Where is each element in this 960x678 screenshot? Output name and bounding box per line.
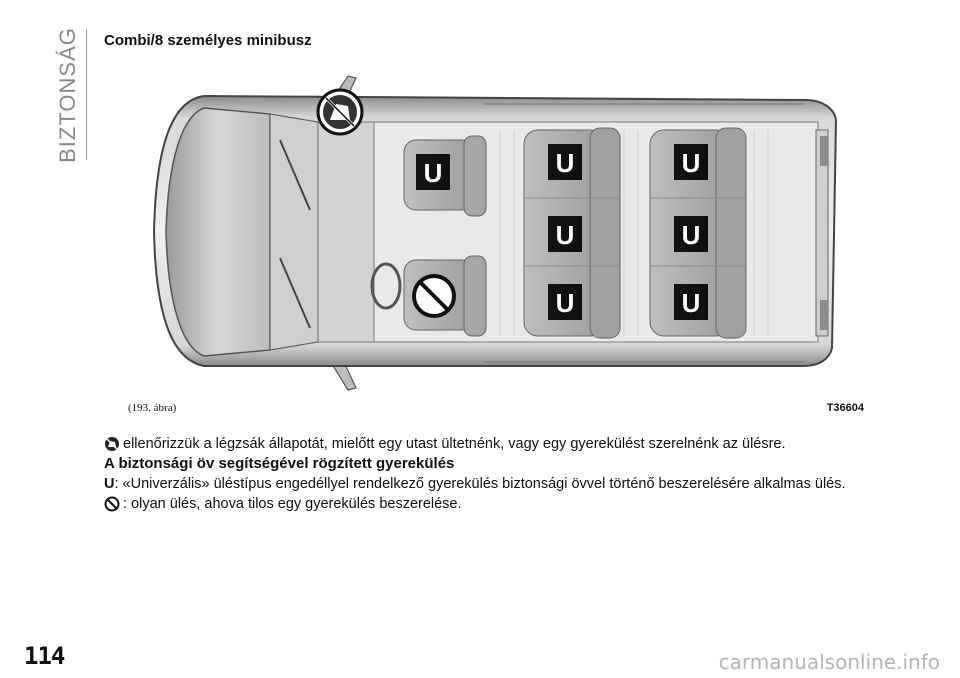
body-text (104, 434, 864, 514)
airbag-warning-icon (318, 90, 362, 134)
section-side-label (55, 27, 81, 163)
airbag-note-text: ellenőrizzük a légzsák állapotát, mielőtt egy utast ültetnénk, vagy egy gyerekülést szerelnénk az ülésre. (123, 436, 786, 452)
airbag-warning-icon (104, 436, 120, 452)
airbag-note-line (104, 434, 864, 454)
watermark-text: carmanualsonline.info (718, 650, 940, 674)
prohibited-icon (414, 276, 454, 316)
u-mark-r2-left: U (555, 148, 575, 178)
u-mark-r3-left: U (681, 148, 701, 178)
u-mark-front: U (423, 158, 443, 188)
minibus-top-view-illustration (104, 60, 876, 420)
u-mark-r3-right: U (681, 288, 701, 318)
u-mark-r2-right: U (555, 288, 575, 318)
prohibited-seat-line (104, 494, 864, 514)
universal-description: : «Univerzális» üléstípus engedéllyel rendelkező gyerekülés biztonsági övvel történő beszerelésére alkalmas ülés. (114, 476, 846, 492)
u-mark-r2-center: U (555, 220, 575, 250)
universal-letter: U (104, 476, 115, 492)
prohibited-description: : olyan ülés, ahova tilos egy gyerekülés beszerelése. (123, 496, 462, 512)
prohibited-icon (104, 496, 120, 512)
figure-code: T36604 (826, 402, 864, 414)
section-heading: A biztonsági öv segítségével rögzített gyerekülés (104, 455, 455, 472)
minibus-seat-diagram (104, 60, 876, 420)
u-mark-r3-center: U (681, 220, 701, 250)
side-divider (86, 30, 87, 160)
universal-seat-line (104, 474, 864, 494)
section-label-text: BIZTONSÁG (55, 27, 81, 163)
page-number: 114 (24, 642, 65, 670)
page-title: Combi/8 személyes minibusz (104, 32, 312, 49)
figure-caption: (193. ábra) (128, 402, 177, 414)
